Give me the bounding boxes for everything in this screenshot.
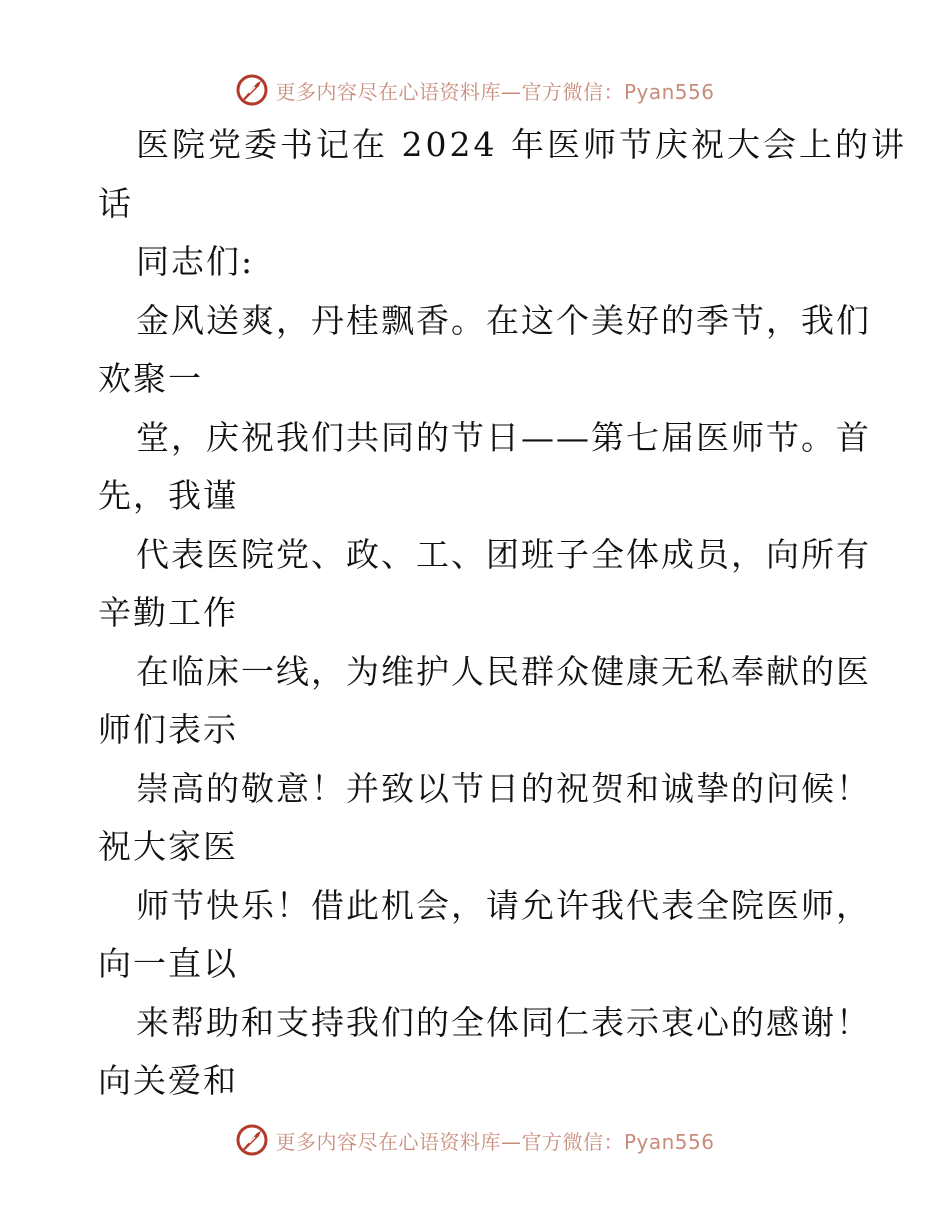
paragraph-line: 来帮助和支持我们的全体同仁表示衷心的感谢！ bbox=[136, 1002, 871, 1042]
paragraph-line: 代表医院党、政、工、团班子全体成员，向所有 bbox=[136, 534, 871, 574]
paragraph-line: 师节快乐！借此机会，请允许我代表全院医师， bbox=[136, 885, 871, 925]
paragraph-line: 先，我谨 bbox=[98, 476, 238, 515]
salutation: 同志们: bbox=[136, 242, 255, 281]
doc-title-line-2: 话 bbox=[98, 183, 134, 223]
paragraph-line: 祝大家医 bbox=[98, 827, 238, 866]
paragraph-line: 在临床一线，为维护人民群众健康无私奉献的医 bbox=[136, 651, 871, 691]
footer-watermark bbox=[0, 1120, 950, 1160]
paragraph-line: 金风送爽，丹桂飘香。在这个美好的季节，我们 bbox=[136, 300, 871, 340]
quill-logo-icon bbox=[235, 1123, 269, 1157]
paragraph-line: 师们表示 bbox=[98, 710, 238, 749]
paragraph-line: 欢聚一 bbox=[98, 359, 203, 398]
watermark-text: 更多内容尽在心语资料库—官方微信：Pyan556 bbox=[275, 1129, 715, 1154]
watermark-text: 更多内容尽在心语资料库—官方微信：Pyan556 bbox=[275, 79, 715, 104]
document-body bbox=[98, 116, 907, 1111]
paragraph-line: 向一直以 bbox=[98, 944, 238, 983]
paragraph-line: 崇高的敬意！并致以节日的祝贺和诚挚的问候！ bbox=[136, 768, 871, 808]
paragraph-line: 辛勤工作 bbox=[98, 593, 238, 632]
header-watermark bbox=[0, 70, 950, 110]
paragraph-line: 堂，庆祝我们共同的节日——第七届医师节。首 bbox=[136, 417, 871, 457]
doc-title-line-1: 医院党委书记在 2024 年医师节庆祝大会上的讲 bbox=[136, 125, 907, 164]
quill-logo-icon bbox=[235, 73, 269, 107]
paragraph-line: 向关爱和 bbox=[98, 1061, 238, 1100]
